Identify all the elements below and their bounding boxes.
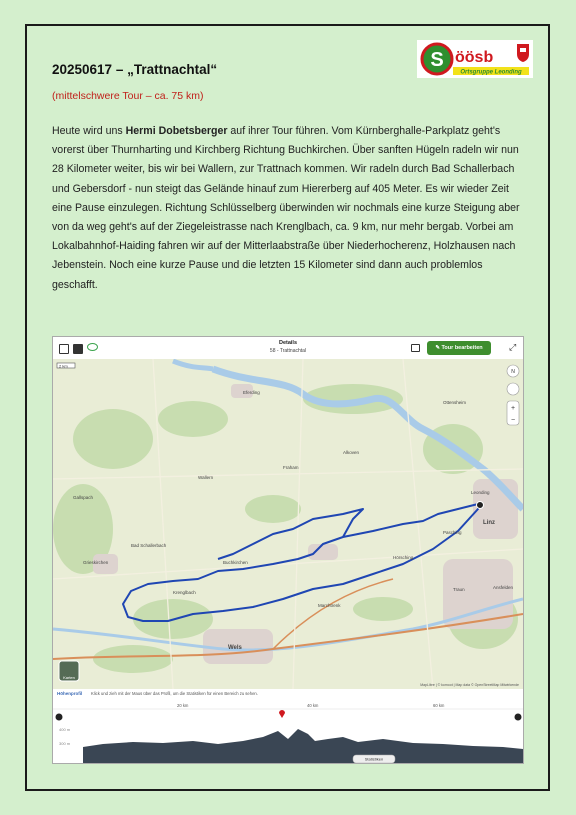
- place-label: Krenglbach: [173, 590, 196, 595]
- place-label: Pasching: [443, 530, 462, 535]
- elev-label: 400 m: [59, 727, 71, 732]
- place-label: Eferding: [243, 390, 260, 395]
- map-type-label: Karten: [63, 675, 75, 680]
- logo-letter: S: [430, 49, 444, 71]
- map-toolbar: [53, 337, 523, 360]
- place-label: Linz: [483, 520, 495, 526]
- elevation-profile[interactable]: [53, 689, 523, 764]
- place-label: Wallern: [198, 475, 214, 480]
- logo-text: öösb: [455, 49, 494, 66]
- place-label: Grieskirchen: [83, 560, 109, 565]
- map-screenshot: [52, 336, 524, 764]
- edit-tour-button[interactable]: ✎ Tour bearbeiten: [427, 341, 491, 355]
- place-label: Alkoven: [343, 450, 360, 455]
- km-mark: 20 km: [177, 703, 189, 708]
- place-label: Fraham: [283, 465, 299, 470]
- route-map[interactable]: [53, 359, 523, 689]
- place-label: Traun: [453, 587, 465, 592]
- fullscreen-icon[interactable]: ⤢: [509, 342, 517, 352]
- place-label: Marchtrenk: [318, 603, 341, 608]
- share-icon[interactable]: [411, 344, 420, 352]
- page-title: 20250617 – „Trattnachtal“: [52, 62, 218, 77]
- tour-name: 58 - Trattnachtal: [269, 348, 307, 354]
- place-label: Hörsching: [393, 555, 414, 560]
- logo-caption: Ortsgruppe Leonding: [460, 69, 522, 76]
- map-attribution: MapLibre | © komoot | Map data © OpenStreetMap Mitwirkende: [420, 683, 519, 687]
- profile-hint: Klick und zieh mit der Maus über das Profil, um die Statistiken für einen Bereich zu sehen.: [91, 691, 258, 696]
- profile-label: Höhenprofil: [57, 691, 83, 696]
- km-mark: 40 km: [307, 703, 319, 708]
- place-label: Wels: [228, 645, 242, 651]
- scale-label: 2 km: [59, 363, 68, 369]
- place-label: Buchkirchen: [223, 560, 248, 565]
- place-label: Ottensheim: [443, 400, 467, 405]
- place-label: Gallspach: [73, 495, 94, 500]
- place-label: Ansfelden: [493, 585, 514, 590]
- guide-name: Hermi Dobetsberger: [125, 125, 228, 137]
- logo: [417, 40, 533, 78]
- km-mark: 60 km: [433, 703, 445, 708]
- svg-text:+: +: [510, 405, 516, 412]
- place-label: Bad Schallerbach: [131, 543, 167, 548]
- place-label: Leonding: [471, 490, 490, 495]
- svg-text:N: N: [511, 369, 515, 375]
- svg-text:−: −: [510, 417, 516, 424]
- tour-description: Heute wird uns Hermi Dobetsberger auf ihrer Tour führen. Vom Kürnberghalle-Parkplatz geht's vorerst über Thurnharting und Kirchberg Richtung Buchkirchen. Über sanften Hügeln radeln wir nun 28 Kilometer weiter, bis wir bei Wallern, zur Trattnach kommen. Wir radeln durch Bad Schallerbach und Gebersdorf - nun steigt das Gelände hinauf zum Hiererberg auf 405 Meter. Es wir wieder Zeit eine Pause einzulegen. Richtung Schlüsselberg überwinden wir nochmals eine kurze Steigung aber von da weg geht's auf der Ziegeleistrasse nach Krenglbach, ca. 9 km, nur mehr bergab. Vorbei am Lokalbahnhof-Haiding fahren wir auf der Mitterlaabstraße über Niederhocherenz, Holzhausen nach Jebenstein. Noch eine kurze Pause und die letzten 15 Kilometer sind dann auch problemlos geschafft.: [52, 125, 520, 291]
- details-label: Details: [278, 340, 298, 346]
- elev-label: 300 m: [59, 741, 71, 746]
- tour-subtitle: (mittelschwere Tour – ca. 75 km): [52, 90, 204, 102]
- stats-button: Statistiken: [364, 756, 384, 762]
